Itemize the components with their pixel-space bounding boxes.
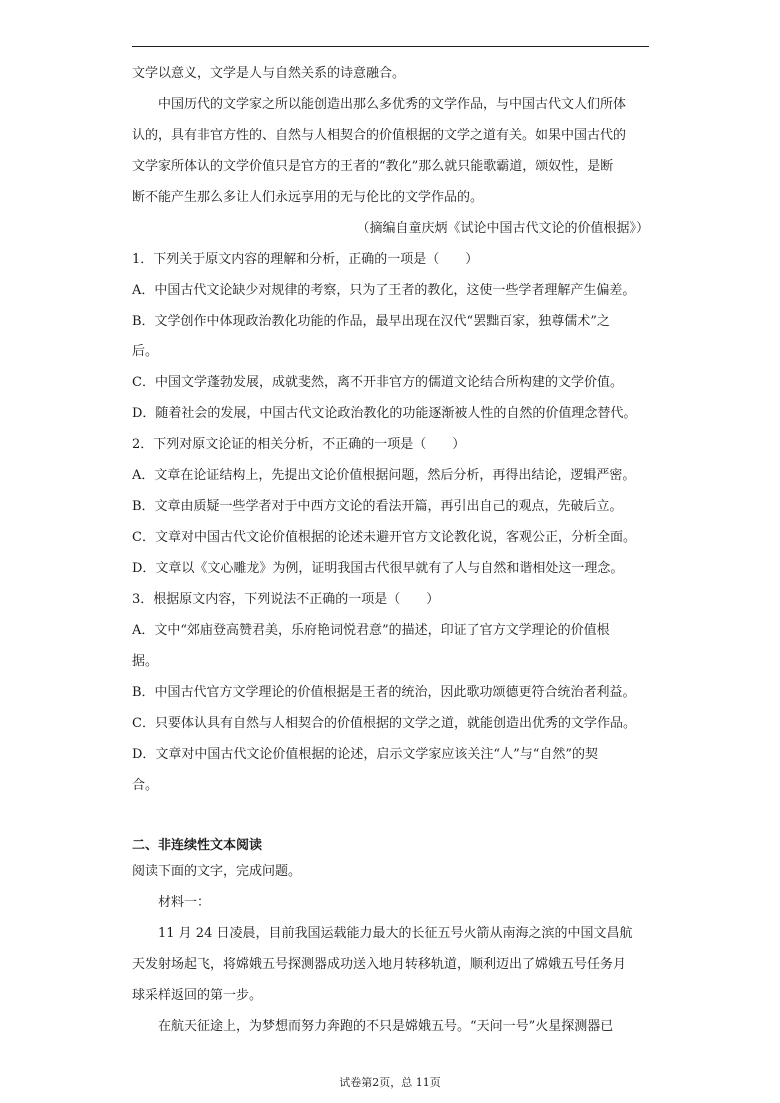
question-1-option: B．文学创作中体现政治教化功能的作品，最早出现在汉代“罢黜百家，独尊儒术”之	[132, 314, 610, 329]
question-3-option: D．文章对中国古代文论价值根据的论述，启示文学家应该关注“人”与“自然”的契	[132, 747, 599, 762]
question-3-option: C．只要体认具有自然与人相契合的价值根据的文学之道，就能创造出优秀的文学作品。	[132, 716, 636, 731]
passage-line: 断不能产生那么多让人们永远享用的无与伦比的文学作品的。	[132, 190, 484, 205]
page-footer: 试卷第2页，总 11页	[339, 1076, 441, 1089]
section-instruction: 阅读下面的文字，完成问题。	[132, 864, 302, 879]
question-1-option: 后。	[132, 344, 159, 359]
material-line: 在航天征途上，为梦想而努力奔跑的不只是嫦娥五号。“天问一号”火星探测器已	[158, 1019, 614, 1034]
question-1-stem: 1．下列关于原文内容的理解和分析，正确的一项是（ ）	[132, 252, 479, 267]
passage-line: 文学家所体认的文学价值只是官方的王者的“教化”那么就只能歌霸道，颂奴性，是断	[132, 159, 614, 174]
passage-line: 认的，具有非官方性的、自然与人相契合的价值根据的文学之道有关。如果中国古代的	[132, 128, 627, 143]
question-2-option: B．文章由质疑一些学者对于中西方文论的看法开篇，再引出自己的观点，先破后立。	[132, 499, 623, 514]
passage-line: 文学以意义，文学是人与自然关系的诗意融合。	[132, 66, 406, 81]
question-3-stem: 3．根据原文内容，下列说法不正确的一项是（ ）	[132, 592, 440, 607]
material-line: 球采样返回的第一步。	[132, 988, 263, 1003]
question-3-option: 据。	[132, 654, 159, 669]
question-3-option: B．中国古代官方文学理论的价值根据是王者的统治，因此歌功颂德更符合统治者利益。	[132, 685, 636, 700]
material-line: 天发射场起飞，将嫦娥五号探测器成功送入地月转移轨道，顺利迈出了嫦娥五号任务月	[132, 957, 627, 972]
passage-line: 中国历代的文学家之所以能创造出那么多优秀的文学作品，与中国古代文人们所体	[158, 97, 627, 112]
header-rule	[132, 46, 649, 47]
question-3-option: A．文中“郊庙登高赞君美，乐府艳词悦君意”的描述，印证了官方文学理论的价值根	[132, 623, 610, 638]
question-1-option: A．中国古代文论缺少对规律的考察，只为了王者的教化，这使一些学者理解产生偏差。	[132, 283, 636, 298]
question-3-option: 合。	[132, 778, 159, 793]
question-1-option: C．中国文学蓬勃发展，成就斐然，离不开非官方的儒道文论结合所构建的文学价值。	[132, 375, 623, 390]
section-heading: 二、非连续性文本阅读	[132, 838, 263, 853]
question-2-option: D．文章以《文心雕龙》为例，证明我国古代很早就有了人与自然和谐相处这一理念。	[132, 561, 624, 576]
passage-source: （摘编自童庆炳《试论中国古代文论的价值根据》）	[356, 221, 649, 236]
question-2-option: C．文章对中国古代文论价值根据的论述未避开官方文论教化说，客观公正，分析全面。	[132, 530, 636, 545]
question-1-option: D．随着社会的发展，中国古代文论政治教化的功能逐渐被人性的自然的价值理念替代。	[132, 406, 637, 421]
question-2-option: A．文章在论证结构上，先提出文论价值根据问题，然后分析，再得出结论，逻辑严密。	[132, 468, 636, 483]
material-label: 材料一：	[158, 895, 211, 910]
question-2-stem: 2．下列对原文论证的相关分析，不正确的一项是（ ）	[132, 437, 466, 452]
material-line: 11 月 24 日凌晨，目前我国运载能力最大的长征五号火箭从南海之滨的中国文昌航	[158, 926, 633, 941]
